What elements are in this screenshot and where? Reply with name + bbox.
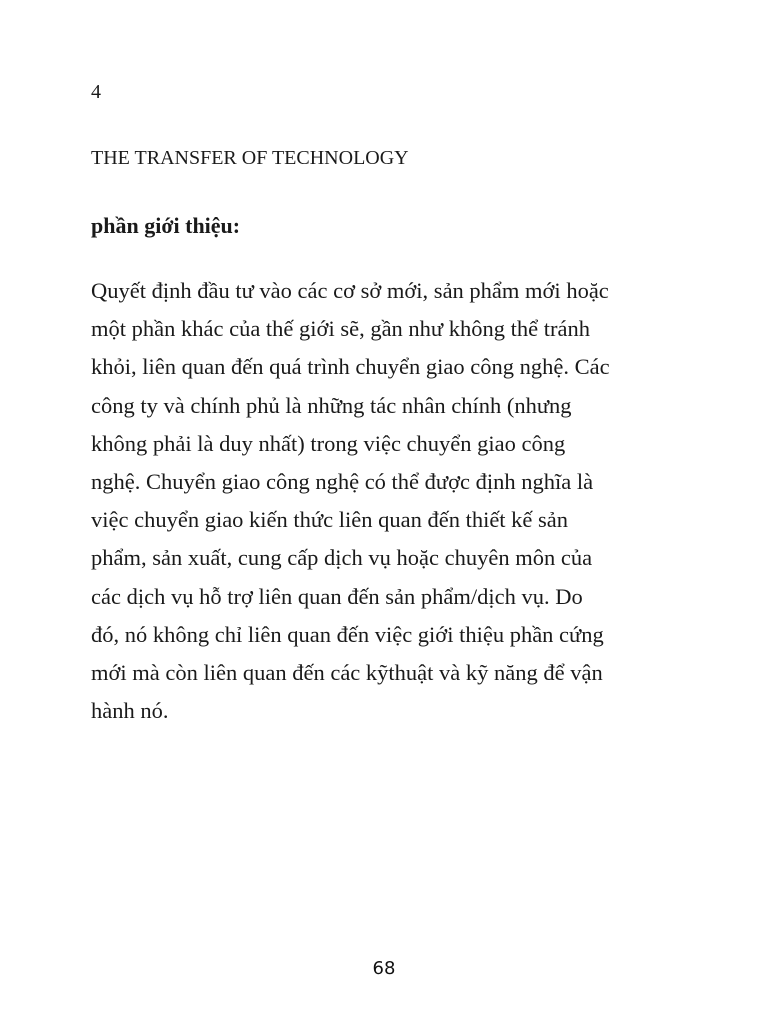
body-paragraph xyxy=(91,272,681,730)
paragraph-line: hành nó. xyxy=(91,698,169,724)
paragraph-line: không phải là duy nhất) trong việc chuyển giao công xyxy=(91,430,566,456)
paragraph-line: khỏi, liên quan đến quá trình chuyển giao công nghệ. Các xyxy=(91,354,610,380)
page-number: 68 xyxy=(372,958,396,979)
section-heading: phần giới thiệu: xyxy=(91,213,241,238)
paragraph-line: một phần khác của thế giới sẽ, gần như không thể tránh xyxy=(91,316,590,342)
paragraph-line: nghệ. Chuyển giao công nghệ có thể được định nghĩa là xyxy=(91,469,594,495)
paragraph-line: Quyết định đầu tư vào các cơ sở mới, sản phẩm mới hoặc xyxy=(91,278,609,303)
paragraph-line: đó, nó không chỉ liên quan đến việc giới thiệu phần cứng xyxy=(91,621,604,647)
paragraph-line: các dịch vụ hỗ trợ liên quan đến sản phẩm/dịch vụ. Do xyxy=(91,583,583,609)
paragraph-line: phẩm, sản xuất, cung cấp dịch vụ hoặc chuyên môn của xyxy=(91,545,593,571)
chapter-title: THE TRANSFER OF TECHNOLOGY xyxy=(91,147,409,169)
paragraph-line: mới mà còn liên quan đến các kỹthuật và kỹ năng để vận xyxy=(91,660,603,686)
chapter-number: 4 xyxy=(91,81,101,103)
paragraph-line: công ty và chính phủ là những tác nhân chính (nhưng xyxy=(91,392,572,418)
paragraph-line: việc chuyển giao kiến thức liên quan đến thiết kế sản xyxy=(91,507,569,533)
